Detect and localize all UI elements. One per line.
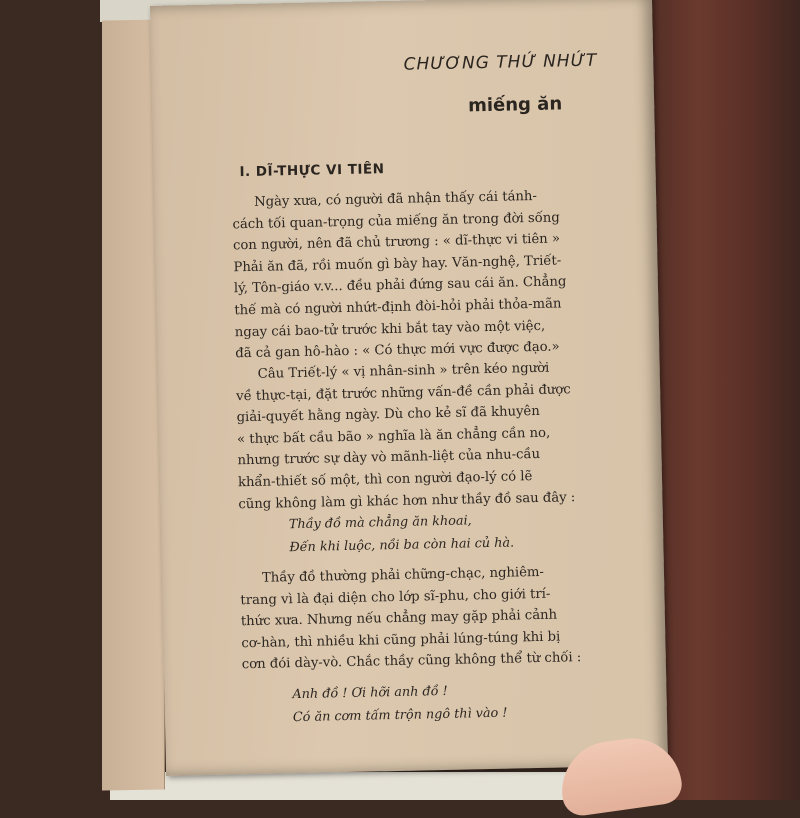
text-line: cơ-hàn, thì nhiều khi cũng phải lúng-túng khi bị [241, 629, 561, 652]
text-line: cơn đói dày-vò. Chắc thầy cũng không thể từ chối : [241, 650, 582, 673]
text-line: Phải ăn đã, rồi muốn gì bày hay. Văn-nghệ, Triết- [233, 253, 562, 276]
text-line: nhưng trước sự dày vò mãnh-liệt của nhu-cầu [237, 447, 541, 469]
text-line: « thực bất cầu bão » nghĩa là ăn chẳng cần no, [236, 425, 551, 448]
section-heading: I. DĨ-THỰC VI TIÊN [239, 161, 385, 181]
book-page [150, 0, 668, 776]
chapter-title: CHƯƠNG THỨ NHỨT [403, 50, 598, 75]
text-line: Ngày xưa, có người đã nhận thấy cái tánh- [253, 188, 537, 210]
paragraph-2 [236, 356, 629, 515]
text-line: lý, Tôn-giáo v.v... đều phải đứng sau cái ăn. Chẳng [233, 274, 567, 297]
text-line: thức xưa. Nhưng nếu chẳng may gặp phải cảnh [240, 607, 558, 630]
paragraph-1 [232, 184, 626, 365]
paragraph-3 [240, 560, 632, 676]
text-line: Thầy đồ thường phải chững-chạc, nghiêm- [261, 564, 545, 586]
text-line: Câu Triết-lý « vị nhân-sinh » trên kéo người [257, 360, 550, 382]
text-line: ngay cái bao-tử trước khi bắt tay vào một việc, [234, 318, 546, 340]
text-line: cũng không làm gì khác hơn như thầy đồ sau đây : [238, 489, 576, 512]
text-line: trang vì là đại diện cho lớp sĩ-phu, cho giới trí- [240, 586, 551, 608]
text-line: cách tối quan-trọng của miếng ăn trong đời sống [232, 210, 560, 232]
poem-line: Đến khi luộc, nồi ba còn hai củ hà. [289, 535, 515, 556]
poem-1 [289, 509, 515, 560]
poem-line: Anh đồ ! Ơi hỡi anh đồ ! [292, 683, 448, 703]
text-line: về thực-tại, đặt trước những vấn-đề cần phải được [236, 381, 571, 404]
chapter-subtitle: miếng ăn [467, 93, 563, 117]
poem-2 [292, 679, 507, 729]
poem-line: Có ăn cơm tấm trộn ngô thì vào ! [292, 705, 508, 726]
text-line: khẩn-thiết số một, thì con người đạo-lý có lẽ [237, 469, 533, 491]
text-line: đã cả gan hô-hào : « Có thực mới vực được đạo.» [235, 339, 560, 362]
poem-line: Thầy đồ mà chẳng ăn khoai, [288, 513, 472, 533]
text-line: giải-quyết hằng ngày. Dù cho kẻ sĩ đã khuyên [236, 404, 540, 426]
text-line: con người, nên đã chủ trương : « dĩ-thực vi tiên » [232, 231, 561, 254]
text-line: thế mà có người nhứt-định đòi-hỏi phải thỏa-mãn [234, 296, 562, 319]
